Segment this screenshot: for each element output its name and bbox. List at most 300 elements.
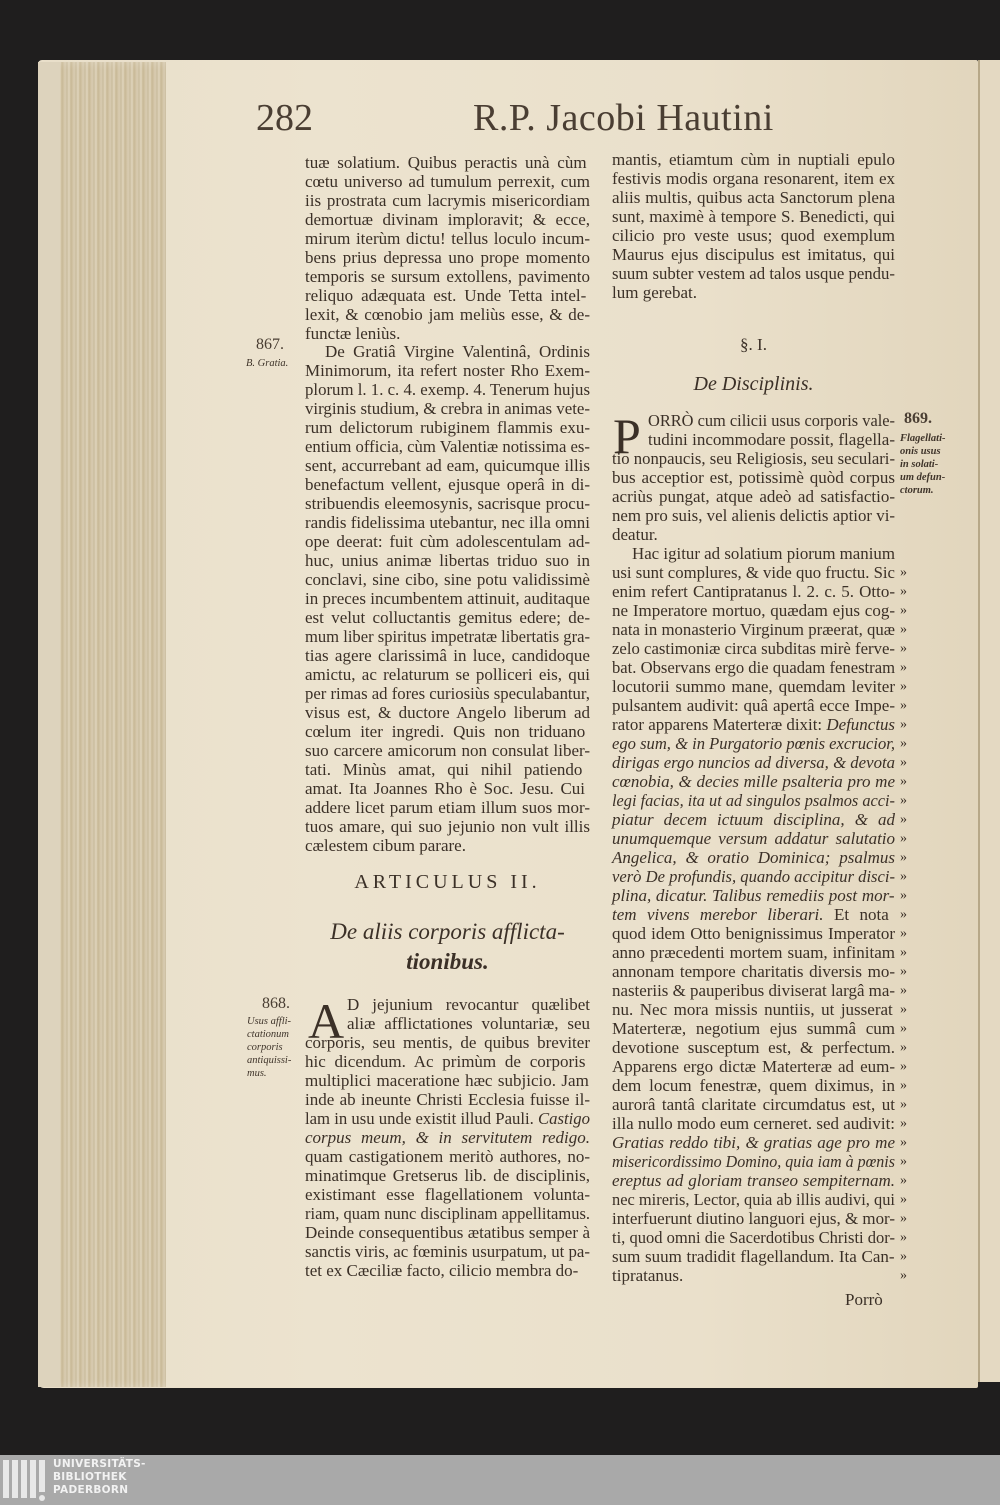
italic-text: corpus meum, & in servitutem redigo. <box>305 1128 590 1147</box>
text-segment: quam castigationem meritò authores, no- <box>305 1147 590 1166</box>
text-line <box>612 169 895 188</box>
text-segment: nu. Nec mora missis nuntiis, ut jusserat <box>612 1000 893 1019</box>
text-line-content <box>612 1057 895 1076</box>
text-line-content <box>305 1223 590 1242</box>
text-line-content <box>347 1014 590 1033</box>
quotation-mark: » <box>900 1249 907 1264</box>
text-segment: cœlum iter ingredi. Quis non triduano <box>305 722 586 741</box>
text-line <box>612 677 895 696</box>
text-segment: benefactum vellent, ejusque operâ in di- <box>305 475 590 494</box>
text-line-content <box>612 1000 893 1019</box>
text-line <box>612 981 895 1000</box>
text-line-content <box>612 867 895 886</box>
text-line-content <box>305 1204 590 1223</box>
library-footer <box>0 1455 1000 1505</box>
text-line <box>612 226 895 245</box>
article-subtitle-line-1: De aliis corporis afflicta- <box>330 919 565 944</box>
text-line-content <box>612 582 895 601</box>
text-line-content <box>612 1247 895 1266</box>
text-segment: hic dicendum. Ac primùm de corporis <box>305 1052 586 1071</box>
text-line-content <box>612 1152 895 1171</box>
text-line <box>612 772 895 791</box>
text-line-content <box>305 1090 590 1109</box>
text-line-content <box>612 715 895 734</box>
text-line <box>612 283 895 302</box>
text-line-content <box>612 848 895 867</box>
text-line <box>305 324 590 343</box>
text-segment: anno præcedenti mortem suam, infinitam <box>612 943 896 962</box>
text-segment: riam, quam nunc disciplinam appellitamus. <box>305 1204 591 1223</box>
text-line <box>305 1128 590 1147</box>
text-segment: De Gratiâ Virgine Valentinâ, Ordinis <box>325 342 591 361</box>
text-line <box>612 449 895 468</box>
italic-text: ego sum, & in Purgatorio pœnis excrucior, <box>612 734 895 753</box>
logo-line: UNIVERSITÄTS- <box>53 1458 146 1470</box>
margin-note-line: ctationum <box>247 1029 289 1040</box>
text-segment: corporis, seu mentis, de quibus breviter <box>305 1033 590 1052</box>
text-segment: pulsantem audivit: quâ apertâ ecce Impe- <box>612 696 896 715</box>
text-line <box>305 779 590 798</box>
text-line-content <box>612 639 895 658</box>
text-segment: amictu, ac relaturum se polliceri eis, qui <box>305 665 590 684</box>
italic-text: verò De profundis, quando accipitur disci- <box>612 867 896 886</box>
text-line-content <box>612 734 895 753</box>
text-line <box>305 1261 590 1280</box>
quotation-mark: » <box>900 945 907 960</box>
text-line <box>612 1228 895 1247</box>
text-line <box>305 1147 590 1166</box>
quotation-mark: » <box>900 888 907 903</box>
text-line-content <box>612 677 895 696</box>
quotation-mark: » <box>900 736 907 751</box>
quotation-mark: » <box>900 1097 907 1112</box>
text-line-content <box>612 886 895 905</box>
text-segment: iis prostrata cum lacrymis misericordiam <box>305 191 590 210</box>
text-line-content <box>305 817 590 836</box>
text-line-content <box>612 506 895 525</box>
right-paragraph-hac-igitur <box>612 544 895 1285</box>
text-line-content <box>305 1109 590 1128</box>
text-segment: devotione susceptum est, & perfectum. <box>612 1038 895 1057</box>
margin-number-869: 869. <box>904 410 932 427</box>
text-segment: Et nota <box>823 905 889 924</box>
text-line <box>612 943 895 962</box>
text-line <box>305 418 590 437</box>
italic-text: misericordissimo Domino, quia iam à pœnis <box>612 1152 895 1171</box>
text-line <box>305 361 590 380</box>
text-line-content <box>612 264 895 283</box>
text-line-content <box>612 207 895 226</box>
text-line <box>305 456 590 475</box>
quotation-mark: » <box>900 1021 907 1036</box>
text-line-content <box>612 525 658 544</box>
text-segment: tuæ solatium. Quibus peractis unà cùm <box>305 153 587 172</box>
italic-text: Defunctus <box>826 715 896 734</box>
text-line-content <box>305 589 590 608</box>
italic-text: plina, dicatur. Talibus remediis post mor- <box>612 886 895 905</box>
text-line-content <box>305 665 590 684</box>
text-line <box>612 1057 895 1076</box>
text-line <box>305 1052 590 1071</box>
text-segment: cilicio pro veste usus; quod exemplum <box>612 226 895 245</box>
margin-note-869 <box>900 432 946 497</box>
text-line <box>612 1076 895 1095</box>
text-segment: enim refert Cantipratanus l. 2. c. 5. Otto- <box>612 582 895 601</box>
text-line-content <box>612 283 697 302</box>
text-line-content <box>305 1147 590 1166</box>
quotation-mark: » <box>900 1192 907 1207</box>
text-segment: Minimorum, ita refert noster Rho Exem- <box>305 361 591 380</box>
text-line-content <box>612 150 895 169</box>
text-line <box>305 1204 590 1223</box>
quotation-mark: » <box>900 1230 907 1245</box>
text-line <box>612 1209 895 1228</box>
quotation-mark: » <box>900 1268 907 1283</box>
text-line <box>305 627 590 646</box>
text-line-content <box>612 1114 895 1133</box>
text-segment: sum suum tradidit flagellandum. Ita Can- <box>612 1247 895 1266</box>
text-line-content <box>305 1242 590 1261</box>
text-line <box>305 153 590 172</box>
text-line <box>612 886 895 905</box>
text-line-content <box>305 437 590 456</box>
text-segment: aliis multis, quibus acta Sanctorum plena <box>612 188 896 207</box>
text-line <box>305 437 590 456</box>
text-segment: minatimque Gretserus lib. de disciplinis, <box>305 1166 590 1185</box>
text-line <box>612 1000 895 1019</box>
text-line-content <box>305 305 590 324</box>
text-line-content <box>612 658 895 677</box>
text-line <box>305 475 590 494</box>
text-line-content <box>305 361 590 380</box>
text-line-content <box>612 1228 895 1247</box>
text-line-content <box>612 169 895 188</box>
text-segment: illa nullo modo eum cerneret. sed audivit: <box>612 1114 895 1133</box>
text-segment: lum gerebat. <box>612 283 697 302</box>
text-segment: sent, accurrebant ad eam, quicumque illis <box>305 456 591 475</box>
text-segment: tudini incommodare possit, flagella- <box>648 430 895 449</box>
margin-note-867: B. Gratia. <box>246 358 289 369</box>
text-line <box>612 411 895 430</box>
quotation-mark: » <box>900 926 907 941</box>
text-segment: tias agere clarissimâ in luce, candidoque <box>305 646 590 665</box>
text-line <box>612 734 895 753</box>
text-segment: existimant esse flagellationem volunta- <box>305 1185 590 1204</box>
text-line <box>612 1266 895 1285</box>
text-line <box>612 658 895 677</box>
text-segment: conclavi, sine cibo, sine potu validissimè <box>305 570 590 589</box>
quotation-mark: » <box>900 1040 907 1055</box>
quotation-mark: » <box>900 565 907 580</box>
text-segment: nec mireris, Lector, quia ab illis audivi, qui <box>612 1190 896 1209</box>
text-line-content <box>612 245 895 264</box>
quotation-mark: » <box>900 679 907 694</box>
text-segment: nata in monasterio Virginum præerat, quæ <box>612 620 895 639</box>
italic-text: Angelica, & oratio Dominica; psalmus <box>612 848 895 867</box>
text-segment: locutorii summo mane, quemdam leviter <box>612 677 895 696</box>
text-line <box>612 150 895 169</box>
text-line-content <box>612 1019 895 1038</box>
text-line <box>612 582 895 601</box>
text-line-content <box>612 449 895 468</box>
text-segment: bens prius depressa uno prope momento <box>305 248 591 267</box>
text-segment: mum liber spiritus impetratæ libertatis gra- <box>305 627 591 646</box>
text-segment: quod idem Otto benignissimus Imperator <box>612 924 896 943</box>
text-line-content <box>612 810 895 829</box>
text-line <box>612 753 895 772</box>
text-segment: in preces incumbentem attinuit, auditaque <box>305 589 590 608</box>
text-line <box>305 513 590 532</box>
text-line <box>612 1095 895 1114</box>
text-line-content <box>612 1095 895 1114</box>
italic-text: Gratias reddo tibi, & gratias age pro me <box>612 1133 895 1152</box>
margin-note-line: um defun- <box>900 472 946 483</box>
text-line <box>612 791 895 810</box>
quotation-mark: » <box>900 641 907 656</box>
quotation-mark: » <box>900 812 907 827</box>
margin-number-868: 868. <box>262 995 290 1012</box>
quotation-mark: » <box>900 755 907 770</box>
text-segment: lam in usu unde existit illud Pauli. <box>305 1109 538 1128</box>
text-segment: per rimas ad fores curiosiùs speculabantur, <box>305 684 590 703</box>
text-line-content <box>305 229 590 248</box>
text-segment: inde ab ineunte Christi Ecclesia fuisse il- <box>305 1090 591 1109</box>
text-segment: temporis se sursum extollens, pavimento <box>305 267 590 286</box>
text-line <box>305 798 590 817</box>
text-line-content <box>305 646 590 665</box>
text-line <box>305 305 590 324</box>
text-line <box>305 286 590 305</box>
text-line <box>612 1019 895 1038</box>
text-segment: ope deerat: fuit cùm adolescentulam ad- <box>305 532 591 551</box>
text-line-content <box>612 1171 895 1190</box>
left-paragraph-868 <box>305 995 590 1280</box>
text-line-content <box>305 172 590 191</box>
text-line <box>612 829 895 848</box>
text-line-content <box>305 532 590 551</box>
text-line-content <box>305 324 400 343</box>
margin-note-line: onis usus <box>900 446 941 457</box>
quotation-mark: » <box>900 964 907 979</box>
quotation-mark: » <box>900 1116 907 1131</box>
quotation-mark: » <box>900 584 907 599</box>
catchword: Porrò <box>845 1290 883 1309</box>
margin-note-line: mus. <box>247 1068 267 1079</box>
text-segment: mirum iterùm dictu! tellus loculo incum- <box>305 229 590 248</box>
text-line-content <box>305 210 590 229</box>
text-line <box>305 684 590 703</box>
text-line-content <box>305 1261 578 1280</box>
text-line-content <box>305 1185 590 1204</box>
text-segment: tuos amare, qui suo jejunio non vult illis <box>305 817 590 836</box>
text-line <box>612 1133 895 1152</box>
text-line-content <box>612 1133 895 1152</box>
margin-note-868 <box>247 1015 291 1080</box>
quotation-mark: » <box>900 1211 907 1226</box>
text-line-content <box>305 1033 590 1052</box>
margin-number-867: 867. <box>256 336 284 353</box>
left-paragraph-867 <box>305 342 590 855</box>
text-segment: Apparens ergo dictæ Materteræ ad eum- <box>612 1057 896 1076</box>
italic-text: ereptus ad gloriam transeo sempiternam. <box>612 1171 896 1190</box>
page-number: 282 <box>256 97 313 139</box>
text-line <box>612 867 895 886</box>
text-line-content <box>305 798 590 817</box>
text-line <box>612 264 895 283</box>
quotation-mark: » <box>900 1002 907 1017</box>
quotation-mark: » <box>900 1078 907 1093</box>
margin-note-line: antiquissi- <box>247 1055 292 1066</box>
text-line <box>612 1171 895 1190</box>
italic-text: Castigo <box>537 1109 590 1128</box>
quotation-mark: » <box>900 983 907 998</box>
text-segment: mantis, etiamtum cùm in nuptiali epulo <box>612 150 895 169</box>
text-segment: D jejunium revocantur quælibet <box>347 995 591 1014</box>
text-line <box>612 1190 895 1209</box>
text-segment: huc, unius animæ libertas triduo suo in <box>305 551 591 570</box>
quotation-mark: » <box>900 850 907 865</box>
quotation-mark: » <box>900 1173 907 1188</box>
text-line <box>305 1109 590 1128</box>
text-line <box>305 191 590 210</box>
text-line <box>612 620 895 639</box>
text-line-content <box>305 494 590 513</box>
text-segment: cælestem cibum parare. <box>305 836 466 855</box>
text-segment: annonam tempore charitatis diversis mo- <box>612 962 895 981</box>
text-line <box>305 1242 590 1261</box>
text-line <box>612 506 895 525</box>
text-line-content <box>612 1190 895 1209</box>
text-segment: interfuerunt diutino languori ejus, & mor- <box>612 1209 896 1228</box>
quotation-mark: » <box>900 717 907 732</box>
text-segment: plorum l. 1. c. 4. exemp. 4. Tenerum hujus <box>305 380 591 399</box>
quotation-mark: » <box>900 698 907 713</box>
text-line-content <box>305 684 590 703</box>
text-line-content <box>305 475 590 494</box>
text-line <box>612 525 895 544</box>
text-line-content <box>305 418 590 437</box>
text-line <box>305 589 590 608</box>
italic-text: unumquemque versum addatur salutatio <box>612 829 896 848</box>
text-line <box>305 722 590 741</box>
text-line <box>612 207 895 226</box>
text-line-content <box>612 943 895 962</box>
text-line-content <box>612 226 895 245</box>
text-segment: bus acceptior est, potissimè quòd corpus <box>612 468 895 487</box>
book-cover-edge <box>38 62 60 1387</box>
text-line-content <box>305 627 590 646</box>
text-line-content <box>612 620 895 639</box>
text-line-content <box>612 1266 683 1285</box>
text-line <box>612 1152 895 1171</box>
text-line <box>612 810 895 829</box>
text-line <box>612 924 895 943</box>
text-line <box>305 995 590 1014</box>
text-line <box>305 1071 590 1090</box>
text-line-content <box>612 696 895 715</box>
text-segment: visus est, & ductore Angelo liberum ad <box>305 703 591 722</box>
text-line-content <box>305 1052 585 1071</box>
left-paragraph-1 <box>305 153 590 343</box>
text-segment: ORRÒ cum cilicii usus corporis vale- <box>648 411 895 430</box>
text-line <box>612 487 895 506</box>
text-segment: amat. Ita Joannes Rho è Soc. Jesu. Cui <box>305 779 586 798</box>
quotation-mark: » <box>900 793 907 808</box>
text-line-content <box>305 1128 590 1147</box>
text-line <box>612 601 895 620</box>
text-line-content <box>305 399 590 418</box>
text-line <box>305 703 590 722</box>
text-line-content <box>612 468 895 487</box>
margin-note-line: corporis <box>247 1042 283 1053</box>
text-line <box>305 646 590 665</box>
text-line <box>305 665 590 684</box>
italic-text: tem vivens merebor liberari. <box>612 905 824 924</box>
text-segment: rum delictorum rubiginem flammis exu- <box>305 418 590 437</box>
text-line <box>305 1090 590 1109</box>
italic-text: piatur decem ictuum disciplina, & ad <box>612 810 895 829</box>
logo-line: BIBLIOTHEK <box>53 1471 127 1483</box>
text-line-content <box>612 601 895 620</box>
text-line <box>305 532 590 551</box>
text-line <box>612 563 895 582</box>
text-line <box>305 551 590 570</box>
margin-note-line: in solati- <box>900 459 939 470</box>
text-line <box>305 342 590 361</box>
quotation-mark: » <box>900 1154 907 1169</box>
text-line-content <box>612 772 895 791</box>
text-segment: demortuæ divinam imploravit; & ecce, <box>305 210 590 229</box>
text-segment: nem pro suis, vel alienis delictis aptior vi- <box>612 506 896 525</box>
text-line-content <box>305 570 590 589</box>
text-line <box>612 1038 895 1057</box>
text-segment: zelo castimoniæ circa subditas mirè ferve- <box>612 639 895 658</box>
text-line <box>612 639 895 658</box>
margin-note-line: ctorum. <box>900 485 934 496</box>
text-line-content <box>305 513 590 532</box>
text-line-content <box>305 741 590 760</box>
text-line-content <box>305 608 590 627</box>
text-segment: Deinde consequentibus ætatibus semper à <box>305 1223 591 1242</box>
text-line <box>612 245 895 264</box>
text-segment: deatur. <box>612 525 658 544</box>
quotation-mark: » <box>900 660 907 675</box>
text-line-content <box>612 1076 895 1095</box>
drop-cap-a: A <box>308 993 345 1049</box>
next-page-edge <box>978 60 1000 1382</box>
text-line-content <box>325 342 590 361</box>
text-segment: aliæ afflictationes voluntariæ, seu <box>347 1014 590 1033</box>
text-line-content <box>305 722 585 741</box>
text-line <box>305 760 590 779</box>
text-line <box>305 1185 590 1204</box>
quotation-mark: » <box>900 907 907 922</box>
text-line-content <box>612 962 895 981</box>
quotation-mark: » <box>900 869 907 884</box>
text-segment: tet ex Cæciliæ facto, cilicio membra do- <box>305 1261 579 1280</box>
italic-text: legi facias, ita ut ad singulos psalmos acci- <box>612 791 895 810</box>
section-mark: §. I. <box>740 335 767 354</box>
text-segment: nasteriis & pauperibus diviserat largâ ma- <box>612 981 895 1000</box>
text-line-content <box>305 1166 590 1185</box>
text-line-content <box>612 829 895 848</box>
text-segment: multiplici maceratione hæc subjicio. Jam <box>305 1071 589 1090</box>
text-segment: acriùs pungat, atque adeò ad satisfactio- <box>612 487 895 506</box>
italic-text: cœnobia, & decies mille psalteria pro me <box>612 772 896 791</box>
text-segment: tipratanus. <box>612 1266 684 1285</box>
text-segment: est velut colluctantis gemitus edere; de- <box>305 608 591 627</box>
text-segment: addere licet parum etiam illum suos mor- <box>305 798 590 817</box>
